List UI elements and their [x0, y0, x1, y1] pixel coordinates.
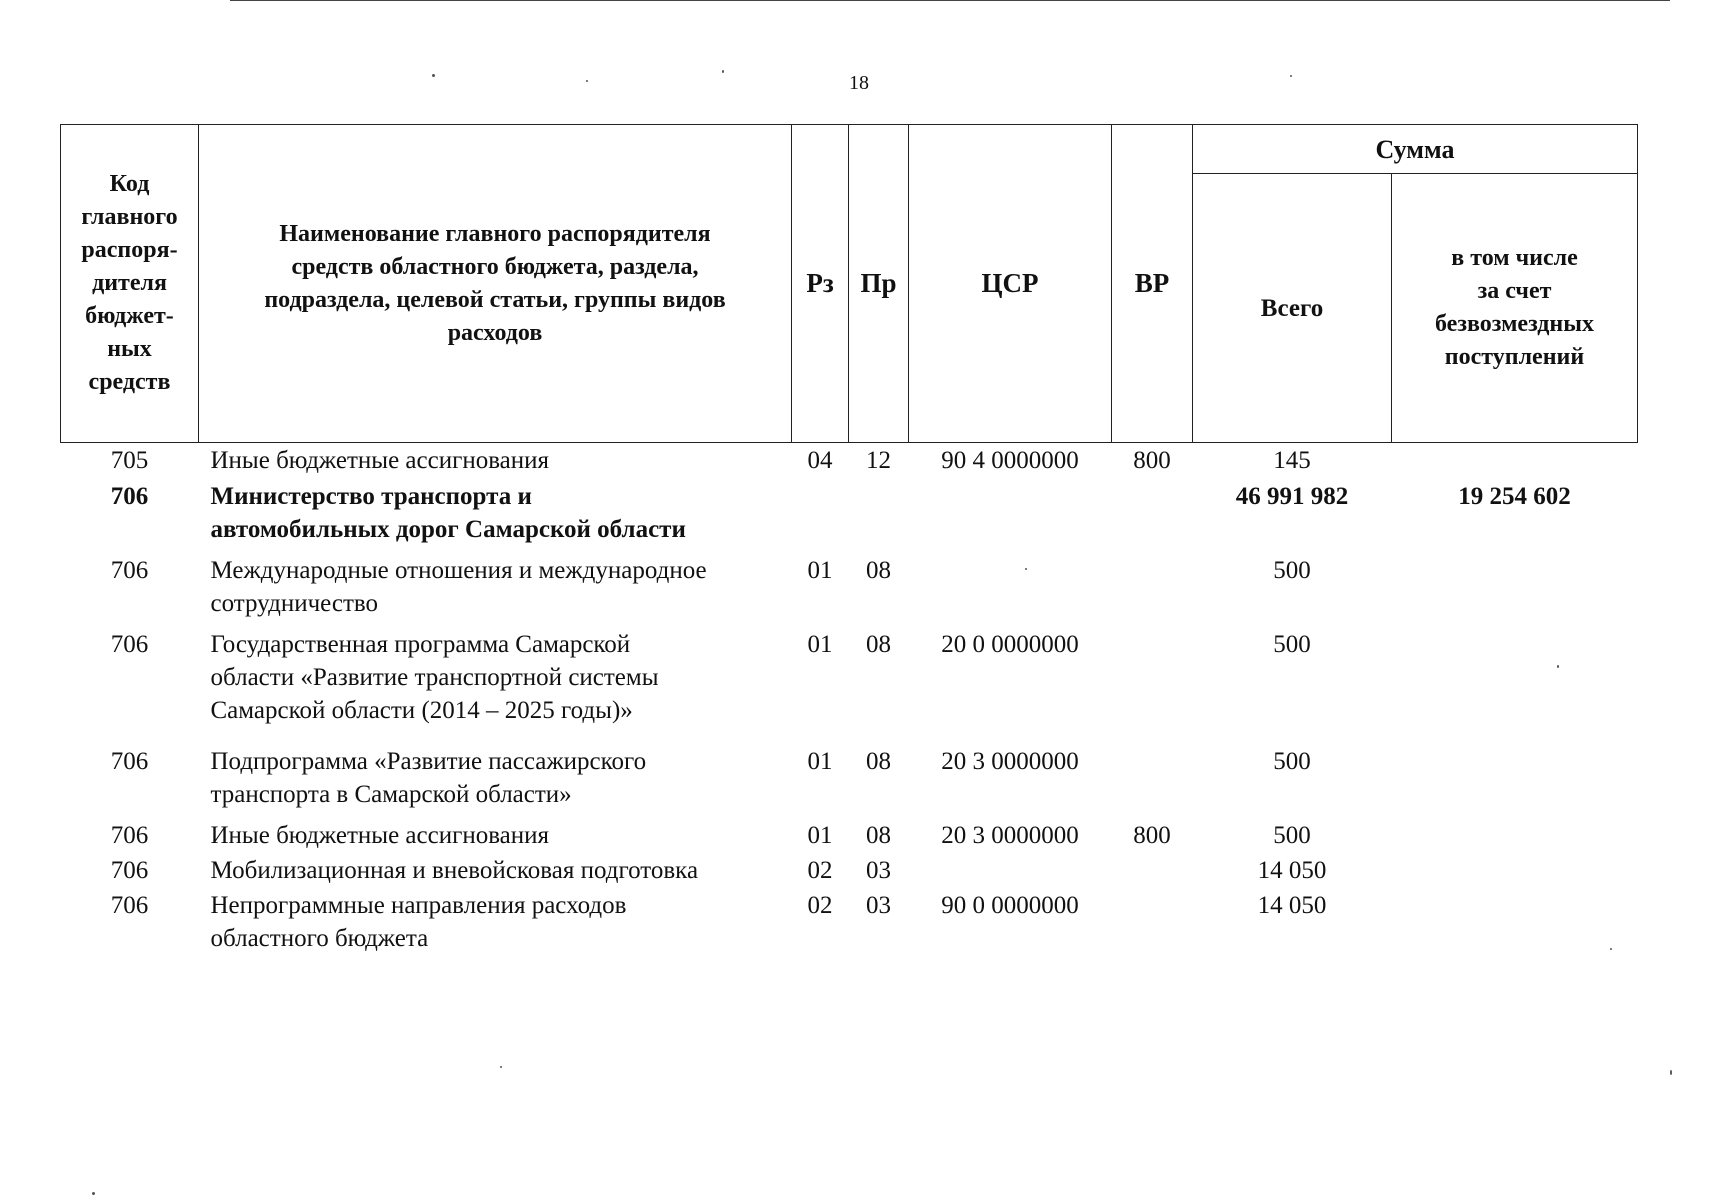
cell-code: 706: [110, 557, 149, 584]
cell-code: 706: [110, 631, 149, 658]
header-rz: Рз: [792, 125, 849, 443]
cell-name: [199, 819, 792, 854]
header-free: [1392, 174, 1638, 443]
cell-total: 46 991 982: [1235, 483, 1349, 510]
cell-vr: 800: [1133, 447, 1171, 474]
table-body: [61, 443, 1638, 956]
cell-rz: 02: [807, 857, 833, 884]
table-row: [61, 854, 1638, 889]
header-name: [199, 125, 792, 443]
cell-name-line: областного бюджета: [210, 925, 429, 952]
cell-code: 706: [110, 892, 149, 919]
cell-csr: 20 3 0000000: [941, 822, 1079, 849]
top-scan-edge: [230, 0, 1670, 1]
scan-speck: [432, 74, 435, 77]
header-code-line: бюджет-: [85, 303, 174, 329]
scan-speck: [1610, 948, 1612, 950]
cell-total: 500: [1273, 748, 1311, 775]
header-code-line: ных: [107, 336, 152, 362]
cell-rz: 02: [807, 892, 833, 919]
cell-name: [199, 443, 792, 480]
cell-code: 706: [110, 857, 149, 884]
cell-name-line: Иные бюджетные ассигнования: [210, 822, 550, 849]
header-name-line: расходов: [447, 319, 543, 346]
cell-name-line: автомобильных дорог Самарской области: [210, 516, 686, 543]
scan-speck: [500, 1066, 502, 1068]
header-code-line: дителя: [92, 270, 167, 296]
cell-vr: [1112, 554, 1193, 628]
cell-pr: 03: [866, 892, 891, 919]
cell-total: 14 050: [1257, 857, 1327, 884]
cell-rz: 04: [807, 447, 833, 474]
header-pr: Пр: [849, 125, 909, 443]
cell-pr: 08: [866, 557, 891, 584]
cell-free: [1392, 819, 1638, 854]
cell-name-line: Подпрограмма «Развитие пассажирского: [210, 748, 647, 775]
cell-name-line: Международные отношения и международное: [210, 557, 707, 584]
cell-rz: 01: [807, 822, 833, 849]
cell-pr: 08: [866, 822, 891, 849]
header-name-line: Наименование главного распорядителя: [279, 220, 711, 247]
cell-code: 705: [110, 447, 149, 474]
cell-pr: 03: [866, 857, 891, 884]
cell-name: [199, 554, 792, 628]
cell-code: 706: [110, 483, 149, 510]
cell-rz: 01: [807, 557, 833, 584]
cell-name-line: Мобилизационная и вневойсковая подготовка: [210, 857, 699, 884]
header-free-line: поступлений: [1444, 344, 1585, 370]
header-csr: ЦСР: [909, 125, 1112, 443]
cell-total: 500: [1273, 557, 1311, 584]
budget-table: [60, 124, 1638, 955]
cell-pr: [849, 479, 909, 554]
header-code-line: распоря-: [81, 237, 178, 263]
page-number: 18: [849, 72, 869, 94]
cell-rz: 01: [807, 748, 833, 775]
cell-vr: [1112, 745, 1193, 819]
table-header: [61, 125, 1638, 443]
scan-speck: [722, 70, 724, 73]
header-code-line: средств: [88, 369, 171, 395]
cell-name-line: Непрограммные направления расходов: [210, 892, 627, 919]
table-row: [61, 554, 1638, 628]
cell-name: [199, 889, 792, 955]
cell-csr: [909, 854, 1112, 889]
cell-total: 14 050: [1257, 892, 1327, 919]
cell-csr: 90 0 0000000: [941, 892, 1079, 919]
scan-speck: [1025, 568, 1027, 570]
cell-csr: [909, 479, 1112, 554]
cell-vr: [1112, 889, 1193, 955]
cell-free: 19 254 602: [1458, 483, 1571, 510]
header-free-line: безвозмездных: [1435, 311, 1594, 337]
cell-name-line: сотрудничество: [210, 590, 379, 617]
header-total: Всего: [1193, 174, 1392, 443]
cell-code: 706: [110, 748, 149, 775]
header-code-line: главного: [81, 204, 178, 230]
header-free-line: в том числе: [1451, 245, 1578, 271]
cell-vr: [1112, 628, 1193, 745]
cell-total: 500: [1273, 631, 1311, 658]
cell-vr: [1112, 854, 1193, 889]
table-row: [61, 443, 1638, 480]
header-name-line: подраздела, целевой статьи, группы видов: [264, 286, 726, 313]
scan-speck: [92, 1192, 95, 1195]
cell-free: [1392, 745, 1638, 819]
cell-pr: 08: [866, 631, 891, 658]
cell-free: [1392, 628, 1638, 745]
header-vr: ВР: [1112, 125, 1193, 443]
cell-free: [1392, 889, 1638, 955]
header-code: [61, 125, 199, 443]
cell-free: [1392, 443, 1638, 480]
cell-rz: 01: [807, 631, 833, 658]
cell-pr: 08: [866, 748, 891, 775]
cell-name: [199, 628, 792, 745]
cell-name-line: Самарской области (2014 – 2025 годы)»: [210, 697, 633, 724]
scan-speck: [1290, 75, 1292, 77]
cell-total: 145: [1273, 447, 1311, 474]
cell-name-line: транспорта в Самарской области»: [210, 781, 572, 808]
cell-name-line: Государственная программа Самарской: [210, 631, 631, 658]
scan-speck: [1670, 1070, 1672, 1075]
table-row: [61, 745, 1638, 819]
cell-name: [199, 854, 792, 889]
cell-free: [1392, 554, 1638, 628]
cell-name-line: Министерство транспорта и: [210, 483, 532, 510]
cell-csr: 20 0 0000000: [941, 631, 1079, 658]
header-name-line: средств областного бюджета, раздела,: [291, 253, 699, 280]
cell-code: 706: [110, 822, 149, 849]
table-row: [61, 889, 1638, 955]
cell-csr: 90 4 0000000: [941, 447, 1079, 474]
cell-vr: 800: [1133, 822, 1171, 849]
cell-total: 500: [1273, 822, 1311, 849]
cell-name-line: области «Развитие транспортной системы: [210, 664, 659, 691]
header-code-line: Код: [109, 171, 150, 197]
table-row: [61, 819, 1638, 854]
cell-name: [199, 745, 792, 819]
table-row: [61, 479, 1638, 554]
cell-name: [199, 479, 792, 554]
cell-csr: [909, 554, 1112, 628]
cell-pr: 12: [866, 447, 891, 474]
scan-speck: [586, 80, 588, 82]
cell-name-line: Иные бюджетные ассигнования: [210, 447, 550, 474]
cell-csr: 20 3 0000000: [941, 748, 1079, 775]
table-row: [61, 628, 1638, 745]
cell-vr: [1112, 479, 1193, 554]
scan-speck: [1557, 665, 1559, 668]
cell-free: [1392, 854, 1638, 889]
header-free-line: за счет: [1477, 278, 1552, 304]
cell-rz: [792, 479, 849, 554]
header-sum: Сумма: [1193, 125, 1638, 174]
